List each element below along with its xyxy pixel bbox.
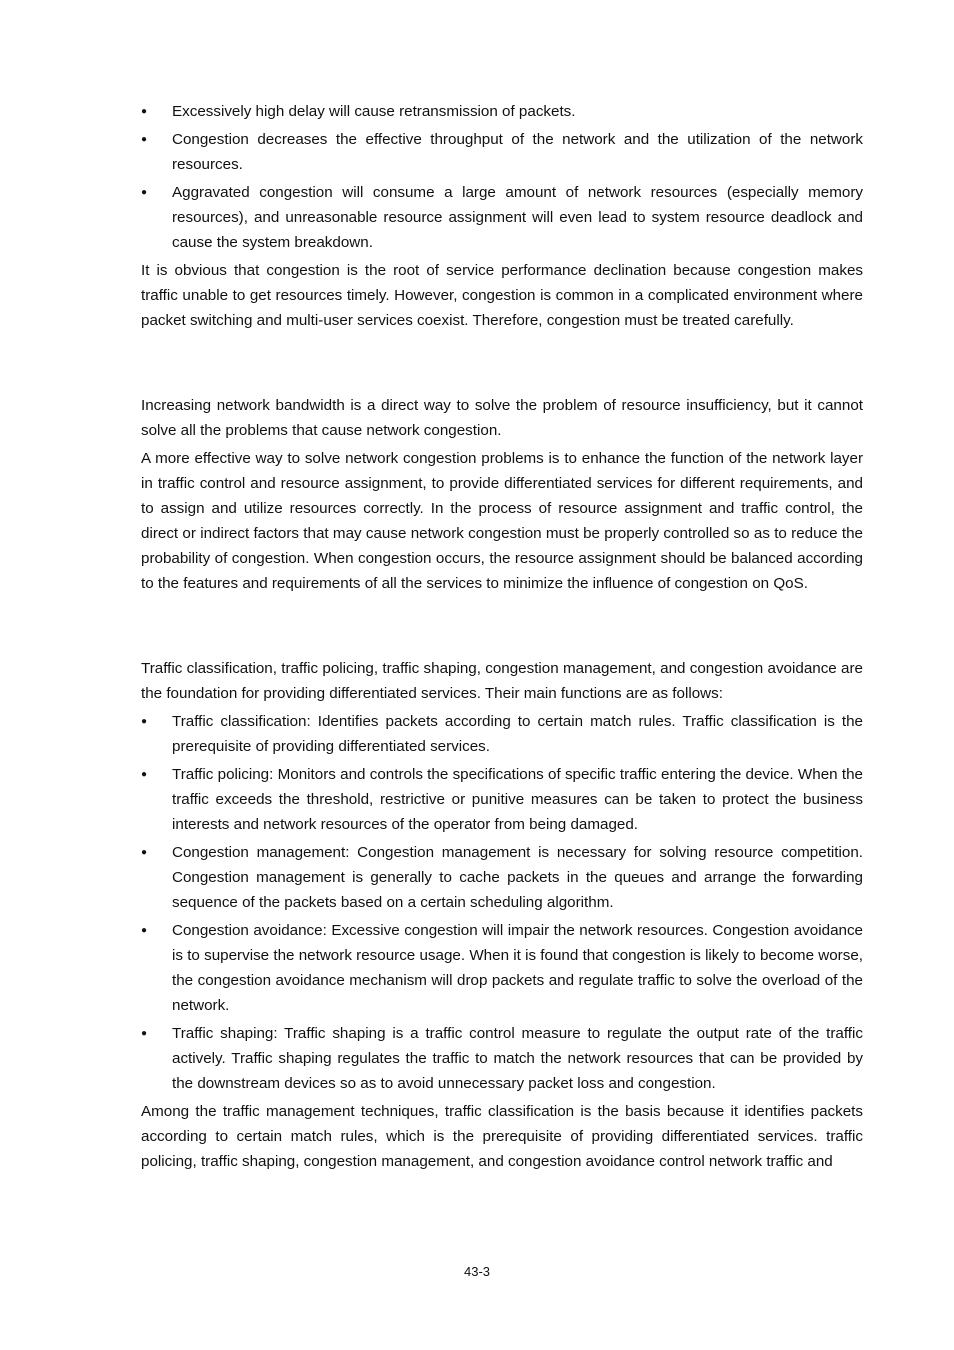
list-item-text: Excessively high delay will cause retransmission of packets. xyxy=(172,103,576,120)
list-item xyxy=(141,918,863,1018)
list-item-text: Congestion avoidance: Excessive congestion will impair the network resources. Congestion avoidance is to supervise the network resource usage. When it is found that congestion is likely to become worse, the congestion avoidance mechanism will drop packets and regulate traffic to solve the overload of the network. xyxy=(172,922,863,1014)
page-number: 43-3 xyxy=(463,1264,491,1279)
list-item xyxy=(141,99,863,124)
bullet-icon: ● xyxy=(141,716,148,727)
list-item-text: Traffic shaping: Traffic shaping is a traffic control measure to regulate the output rate of the traffic actively. Traffic shaping regulates the traffic to match the network resources that can be provided by the downstream devices so as to avoid unnecessary packet loss and congestion. xyxy=(172,1025,863,1092)
list-item-text: Congestion decreases the effective throughput of the network and the utilization of the network resources. xyxy=(172,131,863,173)
traffic-functions-list xyxy=(141,709,863,1096)
list-item-text: Traffic policing: Monitors and controls the specifications of specific traffic entering the device. When the traffic exceeds the threshold, restrictive or punitive measures can be taken to protect the business interests and network resources of the operator from being damaged. xyxy=(172,766,863,833)
bullet-icon: ● xyxy=(141,1028,148,1039)
bullet-icon: ● xyxy=(141,187,148,198)
list-item-text: Aggravated congestion will consume a large amount of network resources (especially memory resources), and unreasonable resource assignment will even lead to system resource deadlock and cause the system breakdown. xyxy=(172,184,863,251)
list-item-text: Congestion management: Congestion management is necessary for solving resource competition. Congestion management is generally to cache packets in the queues and arrange the forwarding sequence of the packets based on a certain scheduling algorithm. xyxy=(172,844,863,911)
list-item xyxy=(141,840,863,915)
foundation-intro-paragraph: Traffic classification, traffic policing, traffic shaping, congestion management, and congestion avoidance are the foundation for providing differentiated services. Their main functions are as follows: xyxy=(141,660,863,702)
list-item xyxy=(141,709,863,759)
bullet-icon: ● xyxy=(141,847,148,858)
list-item-text: Traffic classification: Identifies packets according to certain match rules. Traffic classification is the prerequisite of providing differentiated services. xyxy=(172,713,863,755)
congestion-summary-paragraph: It is obvious that congestion is the root of service performance declination because congestion makes traffic unable to get resources timely. However, congestion is common in a complicated environment where packet switching and multi-user services coexist. Therefore, congestion must be treated carefully. xyxy=(141,262,863,329)
section-gap xyxy=(141,336,863,393)
bullet-icon: ● xyxy=(141,769,148,780)
list-item xyxy=(141,1021,863,1096)
congestion-effects-list xyxy=(141,99,863,255)
list-item xyxy=(141,762,863,837)
section-gap xyxy=(141,599,863,656)
traffic-management-closing-paragraph: Among the traffic management techniques, traffic classification is the basis because it identifies packets according to certain match rules, which is the prerequisite of providing differentiated services. traffic policing, traffic shaping, congestion management, and congestion avoidance control network traffic and xyxy=(141,1103,863,1170)
list-item xyxy=(141,180,863,255)
bullet-icon: ● xyxy=(141,925,148,936)
list-item xyxy=(141,127,863,177)
document-page xyxy=(141,99,863,1177)
bandwidth-paragraph: Increasing network bandwidth is a direct way to solve the problem of resource insufficiency, but it cannot solve all the problems that cause network congestion. xyxy=(141,397,863,439)
bullet-icon: ● xyxy=(141,134,148,145)
effective-solution-paragraph: A more effective way to solve network congestion problems is to enhance the function of the network layer in traffic control and resource assignment, to provide differentiated services for different requirements, and to assign and utilize resources correctly. In the process of resource assignment and traffic control, the direct or indirect factors that may cause network congestion must be properly controlled so as to reduce the probability of congestion. When congestion occurs, the resource assignment should be balanced according to the features and requirements of all the services to minimize the influence of congestion on QoS. xyxy=(141,450,863,592)
bullet-icon: ● xyxy=(141,106,148,117)
